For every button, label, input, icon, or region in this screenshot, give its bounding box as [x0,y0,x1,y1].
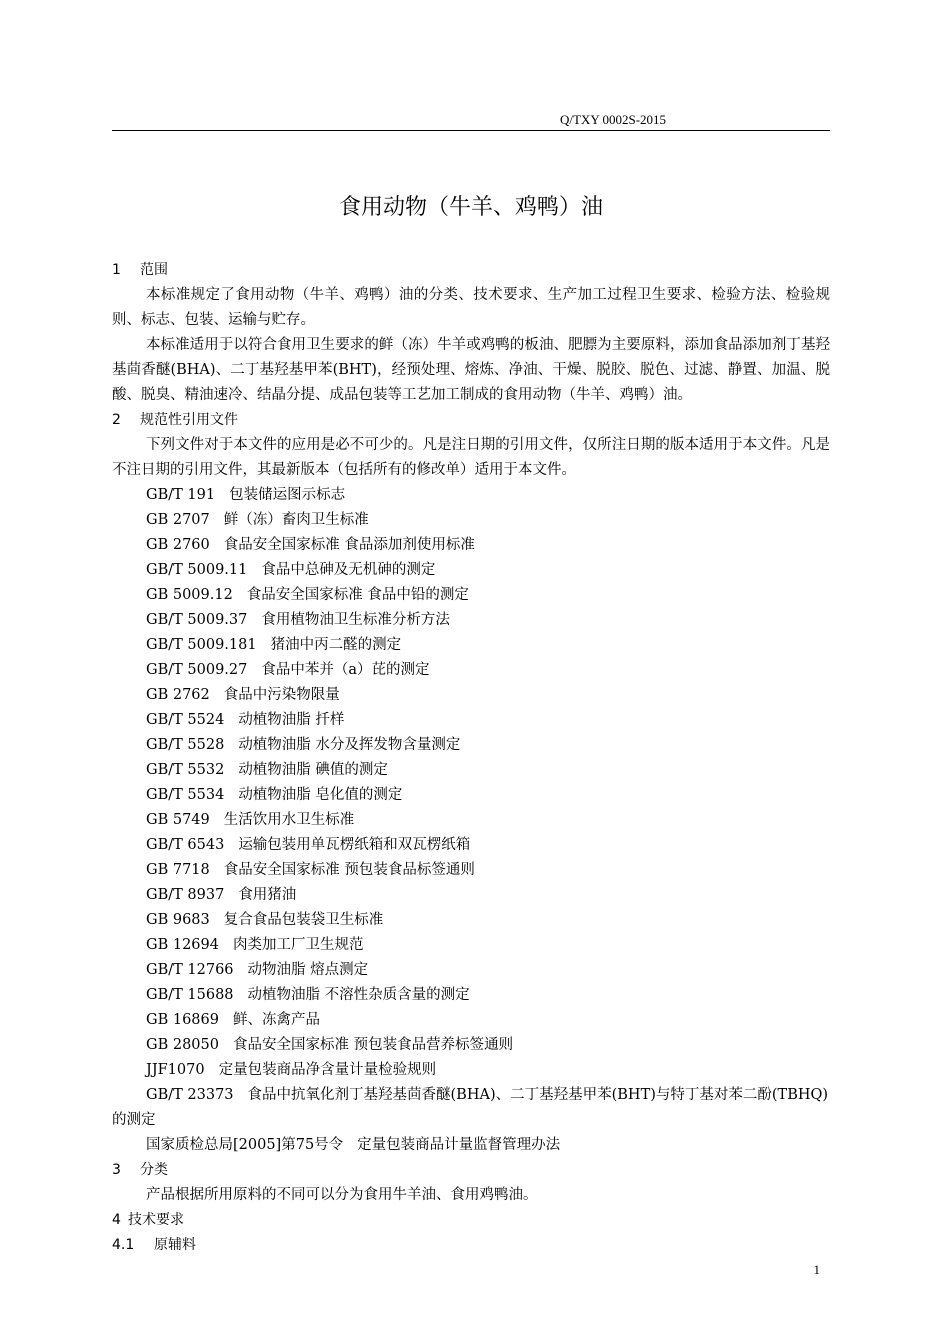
section-number: 1 [112,262,121,278]
section-4-1-heading [112,1233,830,1258]
section-title: 范围 [140,262,168,278]
reference-title: 运输包装用单瓦楞纸箱和双瓦楞纸箱 [238,837,471,853]
reference-item [112,908,830,933]
reference-item [112,483,830,508]
reference-title: 动植物油脂 碘值的测定 [238,762,388,778]
reference-code: GB/T 6543 [146,837,225,853]
reference-item [112,833,830,858]
section-1-heading [112,258,830,283]
reference-item [112,933,830,958]
page-number: 1 [813,1262,820,1277]
reference-title: 猪油中丙二醛的测定 [270,637,402,653]
reference-item [112,1083,830,1133]
reference-code: GB/T 5534 [146,787,225,803]
reference-title: 定量包装商品计量监督管理办法 [357,1137,561,1153]
reference-title: 复合食品包装袋卫生标准 [223,912,384,928]
scope-paragraph: 本标准适用于以符合食用卫生要求的鲜（冻）牛羊或鸡鸭的板油、肥膘为主要原料，添加食品添加剂丁基羟基茴香醚(BHA)、二丁基羟基甲苯(BHT)，经预处理、熔炼、净油、干燥、脱胶、脱色、过滤、静置、加温、脱酸、脱臭、精油速冷、结晶分提、成品包装等工艺加工制成的食用动物（牛羊、鸡鸭）油。 [112,337,830,403]
reference-code: GB/T 15688 [146,987,234,1003]
reference-item [112,533,830,558]
reference-title: 食用猪油 [238,887,297,903]
reference-item [112,1058,830,1083]
reference-code: GB/T 8937 [146,887,225,903]
header-rule [112,130,830,131]
reference-code: GB/T 23373 [146,1087,234,1103]
section-title: 规范性引用文件 [140,412,238,428]
reference-title: 食品中污染物限量 [223,687,340,703]
reference-code: GB 12694 [146,937,219,953]
reference-item [112,633,830,658]
reference-code: GB/T 5524 [146,712,225,728]
reference-code: GB 2762 [146,687,210,703]
reference-item [112,983,830,1008]
section-number: 3 [112,1162,121,1178]
document-code: Q/TXY 0002S-2015 [560,112,667,127]
references-intro: 下列文件对于本文件的应用是必不可少的。凡是注日期的引用文件，仅所注日期的版本适用于本文件。凡是不注日期的引用文件，其最新版本（包括所有的修改单）适用于本文件。 [112,437,830,478]
reference-title: 生活饮用水卫生标准 [223,812,355,828]
reference-title: 动植物油脂 水分及挥发物含量测定 [238,737,461,753]
reference-title: 动植物油脂 皂化值的测定 [238,787,403,803]
reference-code: GB/T 12766 [146,962,234,978]
reference-code: GB/T 191 [146,487,216,503]
reference-item [112,1008,830,1033]
reference-title: 食品安全国家标准 食品中铅的测定 [246,587,469,603]
reference-item [112,558,830,583]
reference-code: GB 2760 [146,537,210,553]
reference-item [112,808,830,833]
reference-title: 食品安全国家标准 食品添加剂使用标准 [223,537,475,553]
reference-code: GB 9683 [146,912,210,928]
reference-item [112,708,830,733]
reference-code: GB 2707 [146,512,210,528]
reference-title: 食用植物油卫生标准分析方法 [261,612,450,628]
reference-item [112,508,830,533]
document-body [112,258,830,1258]
reference-item [112,883,830,908]
reference-item [112,683,830,708]
reference-code: GB/T 5009.27 [146,662,248,678]
section-number: 4 [112,1212,121,1228]
reference-title: 食品中总砷及无机砷的测定 [261,562,436,578]
reference-code: GB 28050 [146,1037,219,1053]
reference-title: 包装储运图示标志 [229,487,346,503]
scope-paragraph: 本标准规定了食用动物（牛羊、鸡鸭）油的分类、技术要求、生产加工过程卫生要求、检验方法、检验规则、标志、包装、运输与贮存。 [112,287,830,328]
reference-title: 食品中抗氧化剂丁基羟基茴香醚(BHA)、二丁基羟基甲苯(BHT)与特丁基对苯二酚(TBHQ)的测定 [112,1087,829,1128]
reference-code: GB/T 5532 [146,762,225,778]
reference-code: GB/T 5528 [146,737,225,753]
reference-title: 鲜、冻禽产品 [232,1012,320,1028]
reference-item [112,758,830,783]
page-title: 食用动物（牛羊、鸡鸭）油 [338,195,603,220]
reference-title: 动物油脂 熔点测定 [247,962,369,978]
reference-item [112,1033,830,1058]
section-number: 2 [112,412,121,428]
reference-title: 食品中苯并（a）芘的测定 [261,662,430,678]
reference-title: 食品安全国家标准 预包装食品营养标签通则 [232,1037,514,1053]
classification-paragraph: 产品根据所用原料的不同可以分为食用牛羊油、食用鸡鸭油。 [146,1187,538,1203]
reference-code: GB 7718 [146,862,210,878]
section-4-heading [112,1208,830,1233]
section-number: 4.1 [112,1237,135,1253]
section-title: 技术要求 [128,1212,184,1228]
reference-title: 肉类加工厂卫生规范 [232,937,364,953]
reference-item [112,733,830,758]
section-title: 原辅料 [154,1237,196,1253]
reference-title: 动植物油脂 扦样 [238,712,345,728]
reference-code: GB 5009.12 [146,587,233,603]
section-2-heading [112,408,830,433]
reference-title: 鲜（冻）畜肉卫生标准 [223,512,369,528]
reference-title: 定量包装商品净含量计量检验规则 [218,1062,437,1078]
reference-item [112,958,830,983]
reference-code: GB 5749 [146,812,210,828]
reference-item [112,658,830,683]
reference-item [112,783,830,808]
reference-code: JJF1070 [146,1062,205,1078]
section-3-heading [112,1158,830,1183]
reference-code: 国家质检总局[2005]第75号令 [146,1137,344,1153]
reference-code: GB/T 5009.181 [146,637,257,653]
reference-item [112,858,830,883]
reference-code: GB/T 5009.11 [146,562,248,578]
reference-code: GB/T 5009.37 [146,612,248,628]
reference-item [112,583,830,608]
reference-code: GB 16869 [146,1012,219,1028]
reference-title: 食品安全国家标准 预包装食品标签通则 [223,862,475,878]
reference-title: 动植物油脂 不溶性杂质含量的测定 [247,987,470,1003]
reference-item [112,1133,830,1158]
reference-item [112,608,830,633]
section-title: 分类 [140,1162,168,1178]
